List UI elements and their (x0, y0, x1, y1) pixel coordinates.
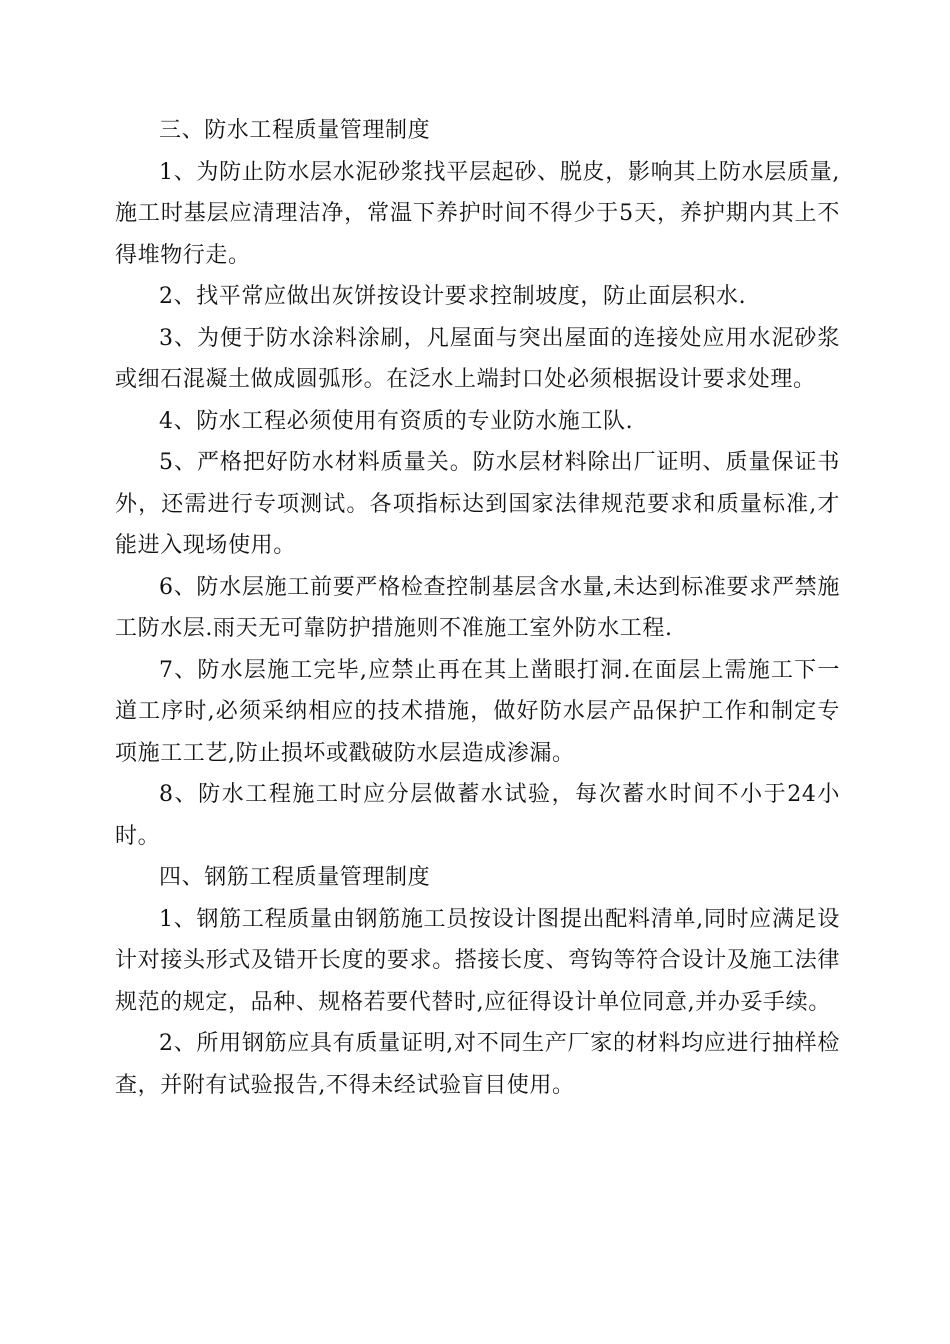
waterproofing-item-6: 6、防水层施工前要严格检查控制基层含水量,未达到标准要求严禁施工防水层.雨天无可靠防护措施则不准施工室外防水工程. (115, 574, 840, 641)
waterproofing-item-5: 5、严格把好防水材料质量关。防水层材料除出厂证明、质量保证书外，还需进行专项测试。各项指标达到国家法律规范要求和质量标准,才能进入现场使用。 (115, 450, 840, 558)
waterproofing-item-7: 7、防水层施工完毕,应禁止再在其上凿眼打洞.在面层上需施工下一道工序时,必须采纳相应的技术措施，做好防水层产品保护工作和制定专项施工工艺,防止损坏或戳破防水层造成渗漏。 (115, 657, 840, 766)
waterproofing-item-1: 1、为防止防水层水泥砂浆找平层起砂、脱皮，影响其上防水层质量,施工时基层应清理洁净，常温下养护时间不得少于5天，养护期内其上不得堆物行走。 (115, 159, 840, 268)
section-heading-waterproofing: 三、防水工程质量管理制度 (159, 118, 431, 143)
waterproofing-item-3: 3、为便于防水涂料涂刷，凡屋面与突出屋面的连接处应用水泥砂浆或细石混凝土做成圆弧形。在泛水上端封口处必须根据设计要求处理。 (115, 325, 840, 392)
rebar-item-1: 1、钢筋工程质量由钢筋施工员按设计图提出配料清单,同时应满足设计对接头形式及错开长度的要求。搭接长度、弯钩等符合设计及施工法律规范的规定，品种、规格若要代替时,应征得设计单位同意,并办妥手续。 (115, 906, 840, 1015)
waterproofing-item-8: 8、防水工程施工时应分层做蓄水试验，每次蓄水时间不小于24小时。 (115, 782, 840, 849)
section-heading-rebar: 四、钢筋工程质量管理制度 (159, 865, 431, 890)
document-page (115, 110, 840, 1106)
waterproofing-item-2: 2、找平常应做出灰饼按设计要求控制坡度，防止面层积水. (159, 284, 747, 309)
rebar-item-2: 2、所用钢筋应具有质量证明,对不同生产厂家的材料均应进行抽样检查，并附有试验报告,不得未经试验盲目使用。 (115, 1031, 840, 1098)
waterproofing-item-4: 4、防水工程必须使用有资质的专业防水施工队. (159, 408, 634, 434)
